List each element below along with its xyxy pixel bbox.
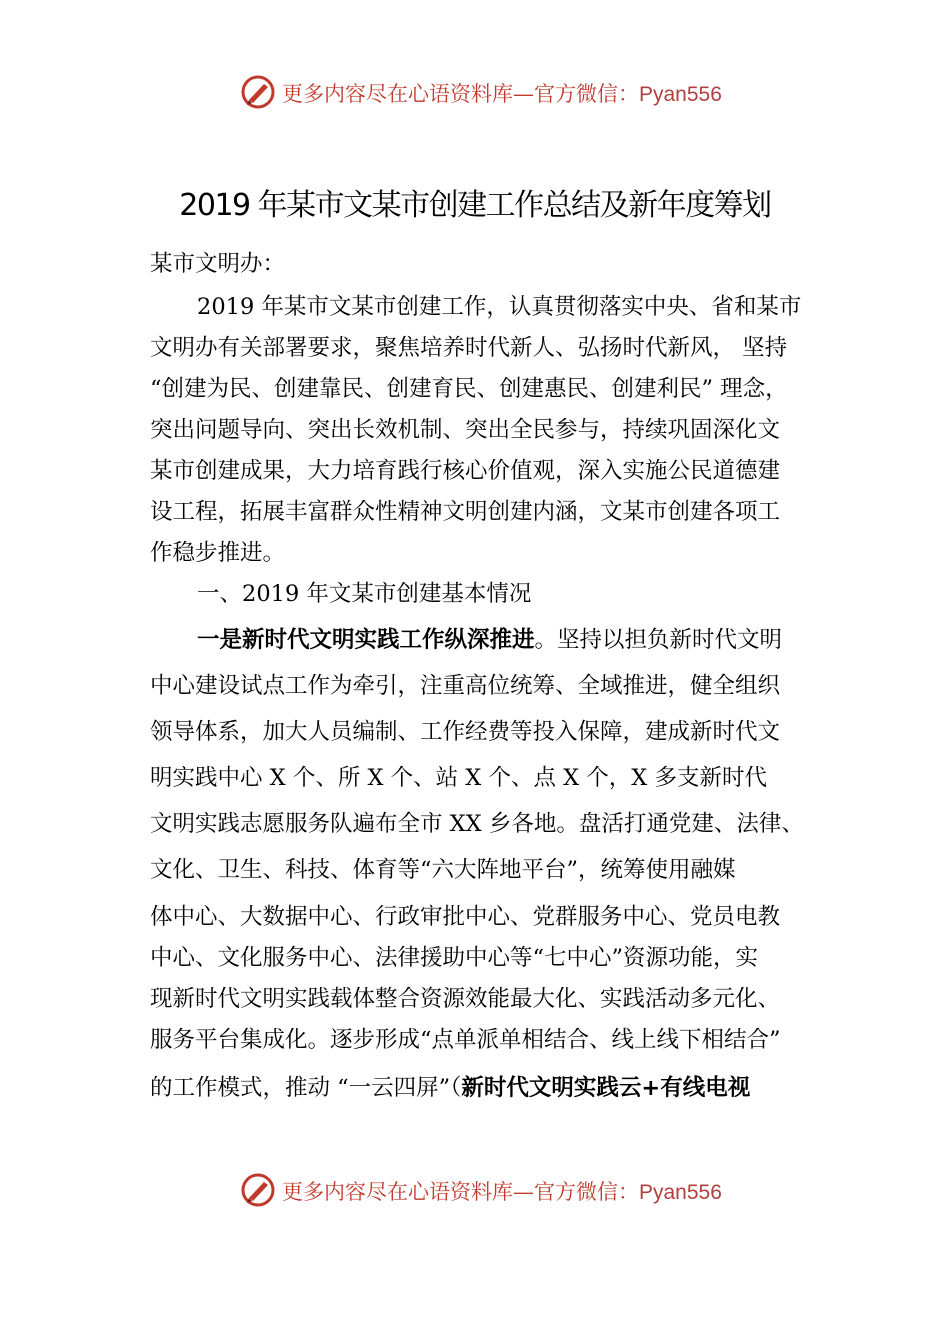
section-heading: 一、2019 年文某市创建基本情况: [197, 581, 532, 607]
paragraph-line: [197, 622, 782, 654]
paragraph-line: 中心建设试点工作为牵引，注重高位统筹、全域推进，健全组织: [150, 673, 781, 699]
paragraph-line: 文明办有关部署要求，聚焦培养时代新人、弘扬时代新风， 坚持: [150, 335, 788, 361]
pen-logo-icon: [240, 74, 276, 110]
paragraph-line: 服务平台集成化。逐步形成“点单派单相结合、线上线下相结合”: [150, 1027, 781, 1053]
paragraph-line: 设工程，拓展丰富群众性精神文明创建内涵，文某市创建各项工: [150, 499, 781, 525]
paragraph-line: 体中心、大数据中心、行政审批中心、党群服务中心、党员电教: [150, 904, 781, 930]
paragraph-line: 2019 年某市文某市创建工作，认真贯彻落实中央、省和某市: [197, 294, 802, 320]
wechat-id: Pyan556: [639, 83, 722, 106]
text-run: 。坚持以担负新时代文明: [534, 627, 783, 653]
paragraph-line: 文化、卫生、科技、体育等“六大阵地平台”，统筹使用融媒: [150, 857, 736, 883]
wechat-id: Pyan556: [639, 1181, 722, 1204]
footer-banner: [0, 1170, 950, 1210]
paragraph-line: 领导体系，加大人员编制、工作经费等投入保障，建成新时代文: [150, 719, 781, 745]
bold-lead: 一是新时代文明实践工作纵深推进: [197, 627, 535, 653]
bold-run: 新时代文明实践云+有线电视: [461, 1075, 751, 1101]
paragraph-line: 某市创建成果，大力培育践行核心价值观，深入实施公民道德建: [150, 458, 781, 484]
banner-text: 更多内容尽在心语资料库—官方微信：Pyan556: [282, 1180, 722, 1204]
paragraph-line: 文明实践志愿服务队遍布全市 XX 乡各地。盘活打通党建、法律、: [150, 811, 804, 837]
paragraph-line: 突出问题导向、突出长效机制、突出全民参与，持续巩固深化文: [150, 417, 781, 443]
paragraph-line: [150, 1070, 750, 1102]
paragraph-line: 现新时代文明实践载体整合资源效能最大化、实践活动多元化、: [150, 986, 781, 1012]
pen-logo-icon: [240, 1172, 276, 1208]
text-run: 的工作模式，推动 “一云四屏”（: [150, 1075, 462, 1101]
salutation: 某市文明办：: [150, 251, 286, 277]
banner-text: 更多内容尽在心语资料库—官方微信：Pyan556: [282, 82, 722, 106]
paragraph-line: 中心、文化服务中心、法律援助中心等“七中心”资源功能，实: [150, 945, 759, 971]
paragraph-line: 作稳步推进。: [150, 540, 286, 566]
document-title: 2019 年某市文某市创建工作总结及新年度筹划: [179, 188, 771, 223]
paragraph-line: 明实践中心 X 个、所 X 个、站 X 个、点 X 个，X 多支新时代: [150, 765, 767, 791]
paragraph-line: “创建为民、创建靠民、创建育民、创建惠民、创建利民” 理念，: [150, 376, 788, 402]
header-banner: [0, 72, 950, 112]
